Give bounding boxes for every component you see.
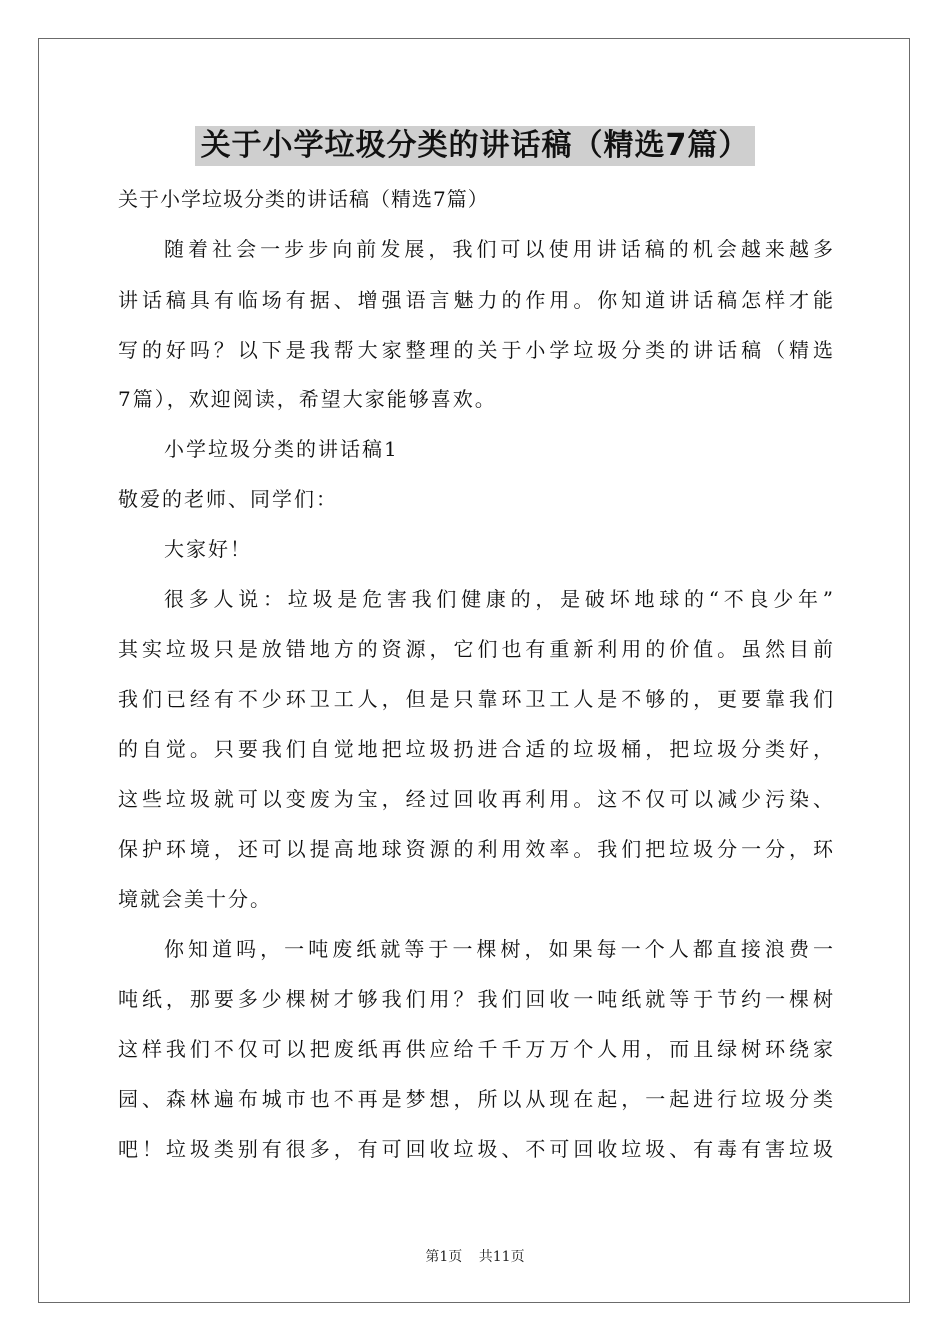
paragraph-line: 你知道吗，一吨废纸就等于一棵树，如果每一个人都直接浪费一 [164,937,833,961]
document-title: 关于小学垃圾分类的讲话稿（精选7篇） [195,126,756,166]
document-subtitle: 关于小学垃圾分类的讲话稿（精选7篇） [118,187,489,211]
greeting: 大家好！ [164,537,252,561]
page-footer [0,1248,950,1266]
paragraph-line: 吧！垃圾类别有很多，有可回收垃圾、不可回收垃圾、有毒有害垃圾 [118,1137,833,1161]
section-heading: 小学垃圾分类的讲话稿1 [164,437,399,461]
paragraph-line: 的自觉。只要我们自觉地把垃圾扔进合适的垃圾桶，把垃圾分类好， [118,737,833,761]
paragraph-line: 很多人说：垃圾是危害我们健康的，是破坏地球的“不良少年” [164,587,833,611]
paragraph-line: 境就会美十分。 [118,887,272,911]
paragraph-line: 保护环境，还可以提高地球资源的利用效率。我们把垃圾分一分，环 [118,837,833,861]
title-container [0,126,950,166]
paragraph-line: 讲话稿具有临场有据、增强语言魅力的作用。你知道讲话稿怎样才能 [118,288,833,312]
paragraph-line: 这些垃圾就可以变废为宝，经过回收再利用。这不仅可以减少污染、 [118,787,833,811]
paragraph-line: 园、森林遍布城市也不再是梦想，所以从现在起，一起进行垃圾分类 [118,1087,833,1111]
paragraph-line: 吨纸，那要多少棵树才够我们用？我们回收一吨纸就等于节约一棵树 [118,987,833,1011]
paragraph-line: 随着社会一步步向前发展，我们可以使用讲话稿的机会越来越多 [164,237,833,261]
paragraph-line: 我们已经有不少环卫工人，但是只靠环卫工人是不够的，更要靠我们 [118,687,833,711]
paragraph-line: 7篇），欢迎阅读，希望大家能够喜欢。 [118,387,497,411]
salutation: 敬爱的老师、同学们： [118,487,338,511]
page-number: 第1页 [425,1249,463,1265]
paragraph-line: 这样我们不仅可以把废纸再供应给千千万万个人用，而且绿树环绕家 [118,1037,833,1061]
page-total: 共11页 [478,1249,525,1265]
paragraph-line: 其实垃圾只是放错地方的资源，它们也有重新利用的价值。虽然目前 [118,637,833,661]
paragraph-line: 写的好吗？以下是我帮大家整理的关于小学垃圾分类的讲话稿（精选 [118,338,833,362]
